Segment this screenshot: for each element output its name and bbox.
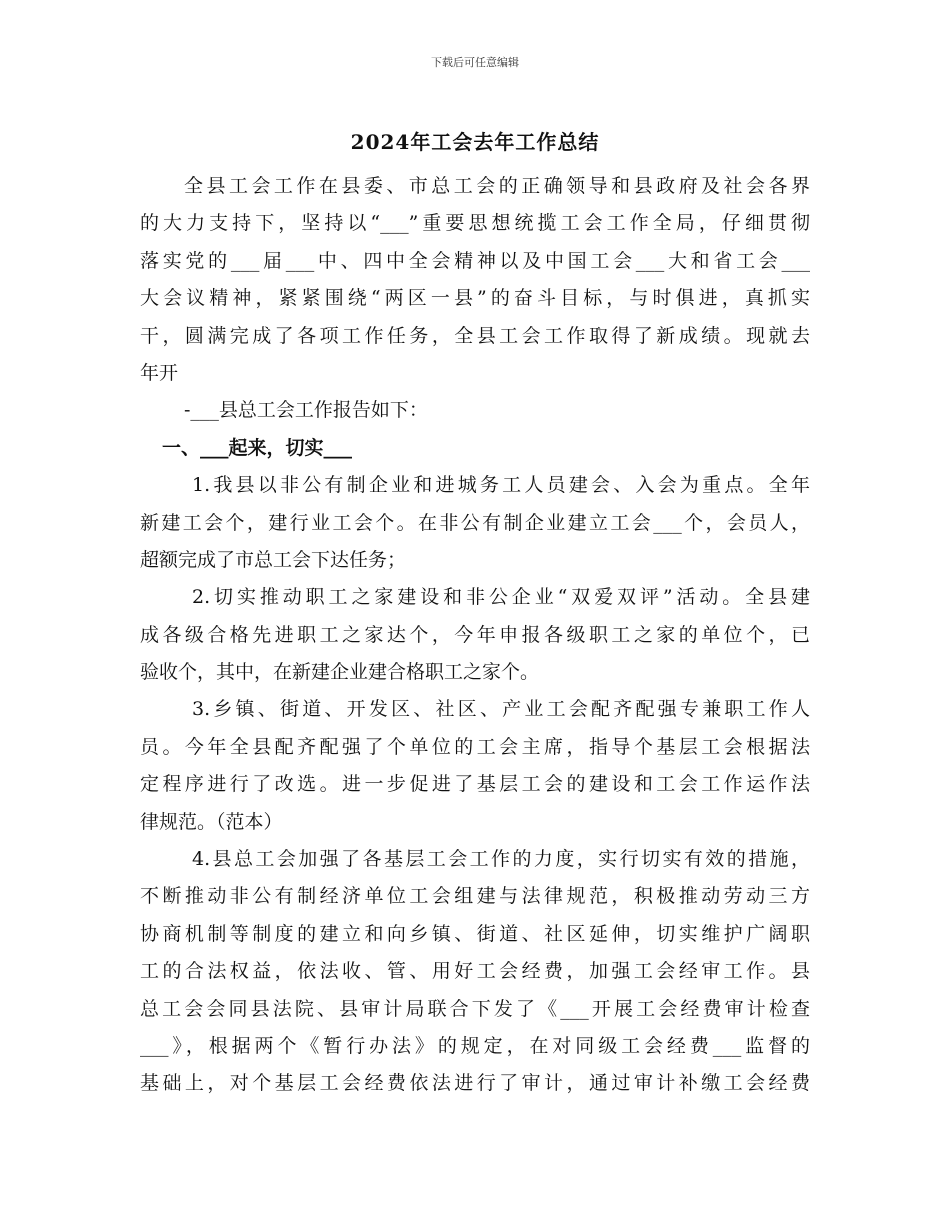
text-line: 工的合法权益，依法收、管、用好工会经费，加强工会经审工作。县 — [140, 960, 810, 983]
text-line: 超额完成了市总工会下达任务； — [140, 548, 407, 571]
text-line: 全县工会工作在县委、市总工会的正确领导和县政府及社会各界 — [184, 175, 810, 197]
page-header-note: 下载后可任意编辑 — [431, 56, 519, 69]
text-line: 大会议精神，紧紧围绕“两区一县”的奋斗目标，与时俱进，真抓实 — [140, 287, 810, 310]
text-line: 新建工会个，建行业工会个。在非公有制企业建立工会___个，会员人， — [140, 511, 810, 534]
text-line: 不断推动非公有制经济单位工会组建与法律规范，积极推动劳动三方 — [140, 885, 810, 908]
text-line: 3.乡镇、街道、开发区、社区、产业工会配齐配强专兼职工作人 — [192, 698, 810, 721]
text-line: 协商机制等制度的建立和向乡镇、街道、社区延伸，切实维护广阔职 — [140, 922, 810, 945]
text-line: 验收个，其中，在新建企业建合格职工之家个。 — [140, 661, 540, 684]
text-line: 定程序进行了改选。进一步促进了基层工会的建设和工会工作运作法 — [140, 773, 810, 796]
text-line: 的大力支持下，坚持以“___”重要思想统揽工会工作全局，仔细贯彻 — [140, 212, 810, 235]
text-line: 员。今年全县配齐配强了个单位的工会主席，指导个基层工会根据法 — [140, 735, 810, 758]
text-line: 落实党的___届___中、四中全会精神以及中国工会___大和省工会___ — [140, 249, 810, 272]
text-line: 成各级合格先进职工之家达个，今年申报各级职工之家的单位个，已 — [140, 623, 810, 646]
text-line: 干，圆满完成了各项工作任务，全县工会工作取得了新成绩。现就去 — [140, 324, 810, 347]
text-line: 1.我县以非公有制企业和进城务工人员建会、入会为重点。全年 — [192, 474, 810, 497]
text-line: 总工会会同县法院、县审计局联合下发了《___开展工会经费审计检查 — [140, 997, 810, 1020]
text-line: -___县总工会工作报告如下： — [184, 399, 428, 422]
text-line: 基础上，对个基层工会经费依法进行了审计，通过审计补缴工会经费 — [140, 1072, 810, 1095]
text-line: 4.县总工会加强了各基层工会工作的力度，实行切实有效的措施， — [192, 848, 810, 871]
text-line: 律规范。（范本） — [140, 810, 283, 833]
text-line: 年开 — [140, 361, 179, 384]
text-line: ___》，根据两个《暂行办法》的规定，在对同级工会经费___监督的 — [140, 1034, 810, 1057]
text-line: 2.切实推动职工之家建设和非公企业“双爱双评”活动。全县建 — [192, 586, 810, 609]
document-title: 2024年工会去年工作总结 — [350, 130, 600, 154]
section-heading: 一、___起来，切实___ — [162, 436, 353, 459]
document-body — [140, 168, 810, 1103]
